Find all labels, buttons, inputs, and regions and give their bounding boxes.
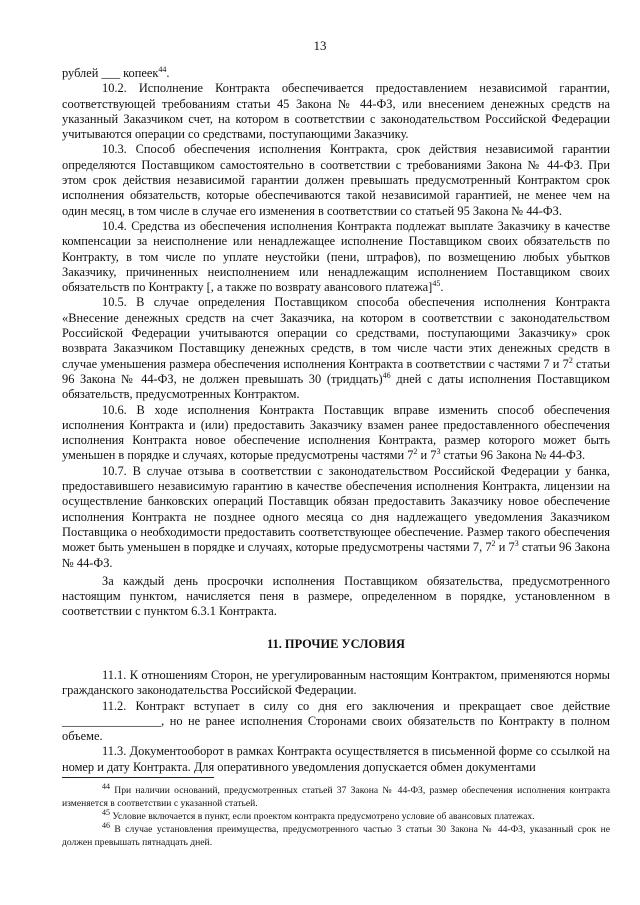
paragraph-10-2: 10.2. Исполнение Контракта обеспечивается предоставлением независимой гарантии, соответствующей требованиям статьи 45 Закона № 44-ФЗ, или внесением денежных средств на указанный Заказчиком счет, на котором в соответствии с законодательством Российской Федерации учитываются операции со средствами, поступающими Заказчику. xyxy=(62,81,610,142)
page-number: 13 xyxy=(313,38,327,53)
paragraph-10-7: 10.7. В случае отзыва в соответствии с законодательством Российской Федерации у банка, предоставившего независимую гарантию в качестве обеспечения исполнения Контракта, лицензии на осуществление банковских операций Поставщик обязан предоставить Заказчику новое обеспечение исполнения Контракта не позднее одного месяца со дня надлежащего уведомления Заказчиком Поставщика о необходимости предоставить соответствующее обеспечение. Размер такого обеспечения может быть уменьшен в порядке и случаях, которые предусмотрены частями 7, $7^2$ и $7^3$ статьи 96 Закона № 44-ФЗ. xyxy=(62,463,610,570)
footnote-44: $^{44}$ При наличии оснований, предусмотренных статьей 37 Закона № 44-ФЗ, размер обеспечения исполнения контракта изменяется в соответствии с указанной статьей. xyxy=(62,781,610,809)
footnote-ref-45: 45 xyxy=(432,279,441,289)
paragraph-penalty: За каждый день просрочки исполнения Поставщиком обязательства, предусмотренного настоящим пунктом, начисляется пеня в размере, определенном в порядке, установленном в соответствии с пунктом 6.3.1 Контракта. xyxy=(62,573,610,619)
paragraph-10-4: 10.4. Средства из обеспечения исполнения Контракта подлежат выплате Заказчику в качестве компенсации за неисполнение или ненадлежащее исполнение Поставщиком своих обязательств по Контракту, в том числе по уплате неустойки (пени, штрафов), по возмещению любых убытков Заказчику, причиненных неисполнением или ненадлежащим исполнением Поставщиком своих обязательств по Контракту [, а также по возврату авансового платежа]$^{45}$. xyxy=(62,218,610,295)
footnote-46: $^{46}$ В случае установления преимущества, предусмотренного частью 3 статьи 30 Закона № 44-ФЗ, указанный срок не должен превышать пятнадцать дней. xyxy=(62,820,610,848)
footnote-ref-46: 46 xyxy=(382,370,391,380)
section-heading-11: 11. ПРОЧИЕ УСЛОВИЯ xyxy=(267,636,405,651)
footnote-45: $^{45}$ Условие включается в пункт, если проектом контракта предусмотрено условие об авансовых платежах. xyxy=(102,807,535,822)
paragraph-amount: рублей ___ копеек$^{44}$. xyxy=(62,64,170,80)
paragraph-11-1: 11.1. К отношениям Сторон, не урегулированным настоящим Контрактом, применяются нормы гражданского законодательства Российской Федерации. xyxy=(62,667,610,698)
footnotes xyxy=(62,781,610,849)
paragraph-10-6: 10.6. В ходе исполнения Контракта Поставщик вправе изменить способ обеспечения исполнения Контракта и (или) предоставить Заказчику взамен ранее предоставленного обеспечения исполнения Контракта новое обеспечение исполнения Контракта, размер которого может быть уменьшен в порядке и случаях, которые предусмотрены частями $7^2$ и $7^3$ статьи 96 Закона № 44-ФЗ. xyxy=(62,402,610,463)
footnote-ref-44: 44 xyxy=(158,64,167,74)
footnote-separator xyxy=(62,777,214,778)
paragraph-10-5: 10.5. В случае определения Поставщиком способа обеспечения исполнения Контракта «Внесение денежных средств на счет Заказчика, на котором в соответствии с законодательством Российской Федерации учитываются операции со средствами, поступающими Заказчику» срок возврата Заказчиком Поставщику денежных средств, в том числе части этих денежных средств в случае уменьшения размера обеспечения исполнения Контракта в соответствии с частями 7 и $7^2$ статьи 96 Закона № 44-ФЗ, не должен превышать 30 (тридцать)$^{46}$ дней с даты исполнения Поставщиком обязательств, предусмотренных Контрактом. xyxy=(62,295,610,402)
paragraph-10-3: 10.3. Способ обеспечения исполнения Контракта, срок действия независимой гарантии определяются Поставщиком самостоятельно в соответствии с требованиями Закона № 44-ФЗ. При этом срок действия независимой гарантии должен превышать предусмотренный Контрактом срок исполнения обязательств, которые обеспечиваются такой независимой гарантией, не менее чем на один месяц, в том числе в случае его изменения в соответствии со статьей 95 Закона № 44-ФЗ. xyxy=(62,142,610,218)
paragraph-11-3: 11.3. Документооборот в рамках Контракта осуществляется в письменной форме со ссылкой на номер и дату Контракта. Для оперативного уведомления допускается обмен документами xyxy=(62,744,610,774)
contract-body xyxy=(62,66,610,775)
paragraph-11-2: 11.2. Контракт вступает в силу со дня его заключения и прекращает свое действие ________________, но не ранее исполнения Сторонами своих обязательств по Контракту в полном объеме. xyxy=(62,698,610,744)
